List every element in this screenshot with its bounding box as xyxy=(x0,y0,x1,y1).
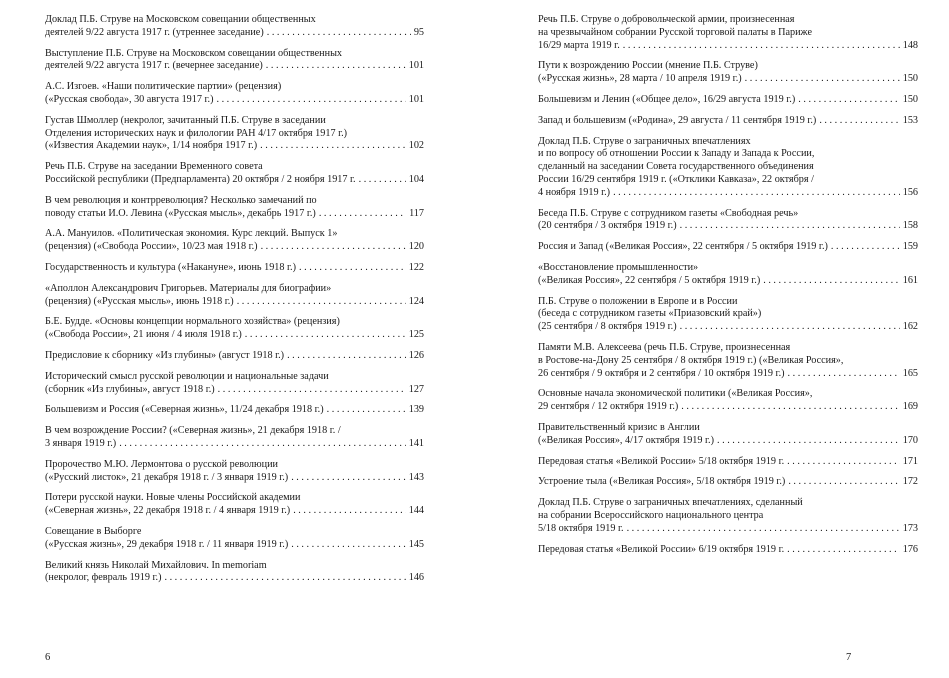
toc-entry xyxy=(538,422,918,448)
toc-entry xyxy=(538,94,918,107)
dot-leader xyxy=(261,241,406,254)
toc-page-number: 122 xyxy=(408,261,424,273)
toc-entry-text: 3 января 1919 г.) xyxy=(45,437,117,449)
toc-entry-text: 26 сентября / 9 октября и 2 сентября / 10 октября 1919 г.) xyxy=(538,367,785,379)
left-page-toc xyxy=(45,14,424,593)
toc-page-number: 169 xyxy=(902,401,918,413)
toc-entry-text: А.А. Мануилов. «Политическая экономия. Курс лекций. Выпуск 1» xyxy=(45,228,338,240)
toc-entry xyxy=(538,296,918,334)
toc-entry xyxy=(538,262,918,288)
toc-entry-text: Большевизм и Россия («Северная жизнь», 11/24 декабря 1918 г.) xyxy=(45,404,324,416)
toc-entry-text: Речь П.Б. Струве на заседании Временного совета xyxy=(45,161,263,173)
toc-page-number: 145 xyxy=(408,538,424,550)
dot-leader xyxy=(788,368,900,381)
toc-entry-text: 5/18 октября 1919 г. xyxy=(538,522,624,534)
toc-entry-text: Запад и большевизм («Родина», 29 августа / 11 сентября 1919 г.) xyxy=(538,114,817,126)
toc-page-number: 156 xyxy=(902,186,918,198)
toc-page-number: 159 xyxy=(902,241,918,253)
toc-entry xyxy=(538,456,918,469)
toc-entry-text: Российской республики (Предпарламента) 20 октября / 2 ноября 1917 г. xyxy=(45,173,356,185)
toc-entry-text: («Русская жизнь», 29 декабря 1918 г. / 11 января 1919 г.) xyxy=(45,538,289,550)
toc-page-number: 158 xyxy=(902,220,918,232)
toc-entry-text: России 16/29 сентября 1919 г. («Отклики Кавказа», 22 октября / xyxy=(538,173,814,185)
dot-leader xyxy=(291,539,405,552)
toc-page-number: 104 xyxy=(408,173,424,185)
toc-entry xyxy=(45,350,424,363)
toc-entry-last-line xyxy=(538,456,918,469)
toc-entry-text: Густав Шмоллер (некролог, зачитанный П.Б. Струве в заседании xyxy=(45,114,326,126)
toc-entry xyxy=(45,81,424,107)
toc-entry-text: Большевизм и Ленин («Общее дело», 16/29 августа 1919 г.) xyxy=(538,93,796,105)
toc-page-number: 126 xyxy=(408,349,424,361)
dot-leader xyxy=(681,401,899,414)
dot-leader xyxy=(787,544,900,557)
dot-leader xyxy=(319,208,406,221)
toc-entry-last-line xyxy=(45,94,424,107)
toc-page-number: 172 xyxy=(902,476,918,488)
toc-entry-text: Устроение тыла («Великая Россия», 5/18 октября 1919 г.) xyxy=(538,476,786,488)
toc-page-number: 176 xyxy=(902,543,918,555)
toc-entry-last-line xyxy=(45,350,424,363)
toc-entry xyxy=(45,404,424,417)
toc-entry xyxy=(538,14,918,52)
toc-entry-text: Беседа П.Б. Струве с сотрудником газеты «Свободная речь» xyxy=(538,207,799,219)
dot-leader xyxy=(299,262,406,275)
toc-entry-text: А.С. Изгоев. «Наши политические партии» (рецензия) xyxy=(45,81,282,93)
dot-leader xyxy=(260,140,406,153)
toc-entry-last-line xyxy=(45,472,424,485)
toc-entry-text: Б.Е. Будде. «Основы концепции нормального хозяйства» (рецензия) xyxy=(45,316,340,328)
dot-leader xyxy=(745,73,900,86)
toc-entry-last-line xyxy=(538,187,918,200)
toc-entry-text: («Известия Академии наук», 1/14 ноября 1917 г.) xyxy=(45,140,258,152)
toc-entry xyxy=(45,425,424,451)
toc-page-number: 162 xyxy=(902,321,918,333)
toc-entry-text: Россия и Запад («Великая Россия», 22 сентября / 5 октября 1919 г.) xyxy=(538,241,828,253)
toc-entry-last-line xyxy=(45,262,424,275)
toc-entry-last-line xyxy=(45,60,424,73)
toc-entry xyxy=(45,115,424,153)
toc-entry-text: Совещание в Выборге xyxy=(45,525,142,537)
toc-entry-last-line xyxy=(538,368,918,381)
left-page-number: 6 xyxy=(45,652,51,663)
toc-page-number: 146 xyxy=(408,572,424,584)
toc-entry-last-line xyxy=(538,523,918,536)
toc-page-number: 101 xyxy=(408,93,424,105)
toc-entry xyxy=(45,195,424,221)
toc-entry-text: 29 сентября / 12 октября 1919 г.) xyxy=(538,401,679,413)
toc-page-number: 127 xyxy=(408,383,424,395)
toc-page-number: 141 xyxy=(408,437,424,449)
toc-entry xyxy=(45,371,424,397)
toc-entry-last-line xyxy=(45,174,424,187)
toc-entry-text: Памяти М.В. Алексеева (речь П.Б. Струве, произнесенная xyxy=(538,341,791,353)
toc-entry-text: Доклад П.Б. Струве на Московском совещании общественных xyxy=(45,14,316,25)
toc-page-number: 171 xyxy=(902,455,918,467)
toc-entry-last-line xyxy=(538,241,918,254)
toc-entry-text: Передовая статья «Великой России» 6/19 октября 1919 г. xyxy=(538,543,785,555)
toc-page-number: 153 xyxy=(902,114,918,126)
dot-leader xyxy=(327,404,406,417)
toc-entry-last-line xyxy=(538,40,918,53)
toc-page-number: 144 xyxy=(408,505,424,517)
dot-leader xyxy=(787,456,900,469)
dot-leader xyxy=(237,296,406,309)
toc-entry xyxy=(45,316,424,342)
toc-page-number: 150 xyxy=(902,93,918,105)
toc-entry-last-line xyxy=(45,505,424,518)
dot-leader xyxy=(788,476,899,489)
toc-entry xyxy=(538,476,918,489)
dot-leader xyxy=(119,438,406,451)
toc-entry-text: (некролог, февраль 1919 г.) xyxy=(45,572,162,584)
toc-entry-text: 16/29 марта 1919 г. xyxy=(538,39,620,51)
toc-entry-text: Выступление П.Б. Струве на Московском совещании общественных xyxy=(45,47,343,59)
toc-entry-last-line xyxy=(538,476,918,489)
toc-entry xyxy=(538,497,918,535)
dot-leader xyxy=(627,523,900,536)
dot-leader xyxy=(218,384,406,397)
toc-entry-last-line xyxy=(45,329,424,342)
toc-entry-last-line xyxy=(45,208,424,221)
toc-entry-text: деятелей 9/22 августа 1917 г. (вечернее заседание) xyxy=(45,60,263,72)
toc-page-number: 139 xyxy=(408,404,424,416)
toc-entry xyxy=(45,161,424,187)
toc-entry-text: «Восстановление промышленности» xyxy=(538,261,699,273)
toc-entry xyxy=(538,136,918,200)
toc-entry-text: Исторический смысл русской революции и национальные задачи xyxy=(45,370,329,382)
toc-page-number: 173 xyxy=(902,522,918,534)
toc-entry-text: деятелей 9/22 августа 1917 г. (утреннее заседание) xyxy=(45,26,264,38)
toc-entry-text: («Русская свобода», 30 августа 1917 г.) xyxy=(45,93,214,105)
toc-entry-text: Основные начала экономической политики («Великая Россия», xyxy=(538,388,813,400)
toc-entry-text: (рецензия) («Русская мысль», июнь 1918 г.) xyxy=(45,295,234,307)
toc-entry-text: (беседа с сотрудником газеты «Приазовский край») xyxy=(538,308,762,320)
toc-page-number: 165 xyxy=(902,367,918,379)
toc-entry-last-line xyxy=(45,404,424,417)
toc-entry xyxy=(538,241,918,254)
toc-entry-last-line xyxy=(538,73,918,86)
toc-entry-text: Великий князь Николай Михайлович. In memoriam xyxy=(45,559,267,571)
toc-entry xyxy=(538,115,918,128)
toc-entry-text: Потери русской науки. Новые члены Российской академии xyxy=(45,492,301,504)
toc-entry-text: (20 сентября / 3 октября 1919 г.) xyxy=(538,220,677,232)
toc-entry-text: («Великая Россия», 4/17 октября 1919 г.) xyxy=(538,434,714,446)
toc-entry xyxy=(538,544,918,557)
toc-entry xyxy=(538,60,918,86)
toc-entry xyxy=(538,342,918,380)
toc-entry-text: В чем возрождение России? («Северная жизнь», 21 декабря 1918 г. / xyxy=(45,425,341,437)
toc-entry-text: в Ростове-на-Дону 25 сентября / 8 октября 1919 г.) («Великая Россия», xyxy=(538,354,844,366)
toc-entry-text: Пути к возрождению России (мнение П.Б. Струве) xyxy=(538,60,758,72)
dot-leader xyxy=(763,275,900,288)
toc-entry-text: Доклад П.Б. Струве о заграничных впечатлениях, сделанный xyxy=(538,497,803,509)
toc-entry-last-line xyxy=(538,275,918,288)
toc-page-number: 143 xyxy=(408,471,424,483)
toc-entry-text: (25 сентября / 8 октября 1919 г.) xyxy=(538,321,677,333)
toc-entry-last-line xyxy=(538,115,918,128)
toc-entry-last-line xyxy=(538,94,918,107)
toc-entry xyxy=(538,388,918,414)
toc-page-number: 148 xyxy=(902,39,918,51)
toc-entry xyxy=(45,459,424,485)
toc-page-number: 124 xyxy=(408,295,424,307)
dot-leader xyxy=(680,321,900,334)
toc-entry-last-line xyxy=(45,539,424,552)
dot-leader xyxy=(245,329,406,342)
toc-entry-text: Речь П.Б. Струве о добровольческой армии, произнесенная xyxy=(538,14,795,25)
toc-page-number: 161 xyxy=(902,274,918,286)
toc-entry-text: 4 ноября 1919 г.) xyxy=(538,186,611,198)
toc-entry-text: («Великая Россия», 22 сентября / 5 октября 1919 г.) xyxy=(538,274,761,286)
toc-page-number: 120 xyxy=(408,241,424,253)
toc-page-number: 125 xyxy=(408,329,424,341)
toc-entry-text: на чрезвычайном собрании Русской торговой палаты в Париже xyxy=(538,26,812,38)
dot-leader xyxy=(798,94,899,107)
right-page-toc xyxy=(538,14,918,564)
toc-page-number: 102 xyxy=(408,140,424,152)
dot-leader xyxy=(717,435,900,448)
toc-entry-text: сделанный на заседании Совета государственного объединения xyxy=(538,161,814,173)
dot-leader xyxy=(266,60,406,73)
toc-page-number: 117 xyxy=(409,207,424,219)
dot-leader xyxy=(267,27,411,40)
toc-entry xyxy=(45,492,424,518)
toc-entry-last-line xyxy=(45,241,424,254)
toc-entry-last-line xyxy=(538,544,918,557)
toc-page-number: 95 xyxy=(413,26,424,38)
toc-entry xyxy=(538,208,918,234)
toc-entry-last-line xyxy=(45,296,424,309)
dot-leader xyxy=(164,572,405,585)
toc-entry-text: «Аполлон Александрович Григорьев. Материалы для биографии» xyxy=(45,282,332,294)
toc-page-number: 101 xyxy=(408,60,424,72)
toc-entry-text: Правительственный кризис в Англии xyxy=(538,421,700,433)
toc-entry-last-line xyxy=(538,220,918,233)
toc-entry-text: Передовая статья «Великой России» 5/18 октября 1919 г. xyxy=(538,455,785,467)
toc-entry xyxy=(45,526,424,552)
toc-entry-text: (рецензия) («Свобода России», 10/23 мая 1918 г.) xyxy=(45,241,258,253)
toc-entry-text: и по вопросу об отношении России к Западу и Запада к России, xyxy=(538,148,815,160)
toc-entry-text: Отделения исторических наук и филологии РАН 4/17 октября 1917 г.) xyxy=(45,127,348,139)
toc-entry xyxy=(45,48,424,74)
dot-leader xyxy=(831,241,900,254)
dot-leader xyxy=(819,115,899,128)
right-page-number: 7 xyxy=(846,652,852,663)
toc-entry-last-line xyxy=(45,384,424,397)
toc-entry-text: («Русская жизнь», 28 марта / 10 апреля 1919 г.) xyxy=(538,73,742,85)
toc-entry-text: Доклад П.Б. Струве о заграничных впечатлениях xyxy=(538,135,751,147)
dot-leader xyxy=(287,350,406,363)
toc-page-number: 170 xyxy=(902,434,918,446)
toc-entry-text: Государственность и культура («Накануне», июнь 1918 г.) xyxy=(45,261,296,273)
toc-entry xyxy=(45,283,424,309)
toc-entry-text: («Северная жизнь», 22 декабря 1918 г. / 4 января 1919 г.) xyxy=(45,505,291,517)
toc-entry-text: В чем революция и контрреволюция? Несколько замечаний по xyxy=(45,194,317,206)
toc-entry xyxy=(45,228,424,254)
dot-leader xyxy=(293,505,406,518)
dot-leader xyxy=(359,174,406,187)
toc-page-number: 150 xyxy=(902,73,918,85)
toc-entry xyxy=(45,14,424,40)
toc-entry-last-line xyxy=(538,401,918,414)
dot-leader xyxy=(623,40,900,53)
toc-entry-text: Предисловие к сборнику «Из глубины» (август 1918 г.) xyxy=(45,349,285,361)
toc-entry-last-line xyxy=(45,572,424,585)
toc-entry xyxy=(45,262,424,275)
toc-entry-last-line xyxy=(45,27,424,40)
toc-entry-last-line xyxy=(45,140,424,153)
toc-entry-text: на собрании Всероссийского национального центра xyxy=(538,509,764,521)
dot-leader xyxy=(680,220,900,233)
toc-entry-last-line xyxy=(538,435,918,448)
dot-leader xyxy=(291,472,406,485)
dot-leader xyxy=(216,94,405,107)
toc-entry-text: П.Б. Струве о положении в Европе и в России xyxy=(538,295,738,307)
toc-entry-text: («Свобода России», 21 июня / 4 июля 1918 г.) xyxy=(45,329,242,341)
toc-entry-text: Пророчество М.Ю. Лермонтова о русской революции xyxy=(45,458,278,470)
toc-entry-text: поводу статьи И.О. Левина («Русская мысль», декабрь 1917 г.) xyxy=(45,207,316,219)
dot-leader xyxy=(613,187,900,200)
toc-entry-text: («Русский листок», 21 декабря 1918 г. / 3 января 1919 г.) xyxy=(45,471,289,483)
toc-entry-text: (сборник «Из глубины», август 1918 г.) xyxy=(45,383,215,395)
toc-entry-last-line xyxy=(45,438,424,451)
toc-entry xyxy=(45,560,424,586)
toc-entry-last-line xyxy=(538,321,918,334)
